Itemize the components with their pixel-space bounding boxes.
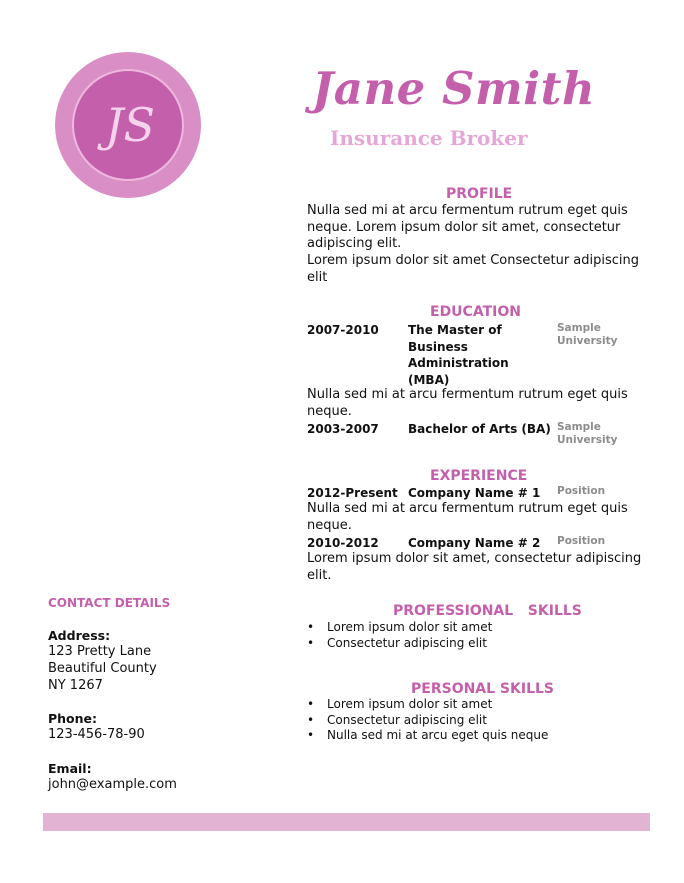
- professional-skills-list: [307, 620, 492, 651]
- education-years: 2007-2010: [307, 323, 379, 337]
- personal-skills-list: [307, 697, 548, 744]
- profile-paragraph-2: Lorem ipsum dolor sit amet Consectetur adipiscing elit: [307, 253, 640, 285]
- experience-company: Company Name # 2: [408, 536, 541, 550]
- monogram-badge: [55, 52, 201, 198]
- education-school: Sample University: [557, 421, 618, 446]
- address-line: 123 Pretty Lane: [48, 644, 152, 659]
- candidate-role: Insurance Broker: [330, 126, 528, 150]
- education-school: Sample University: [557, 322, 618, 347]
- experience-heading: EXPERIENCE: [430, 468, 528, 484]
- list-item: • Consectetur adipiscing elit: [307, 636, 492, 652]
- candidate-name: Jane Smith: [312, 62, 596, 115]
- education-heading: EDUCATION: [430, 304, 521, 320]
- contact-heading: CONTACT DETAILS: [48, 596, 171, 610]
- monogram-initials: JS: [105, 98, 155, 152]
- education-years: 2003-2007: [307, 422, 379, 436]
- list-item: • Lorem ipsum dolor sit amet: [307, 620, 492, 636]
- phone-number: 123-456-78-90: [48, 727, 145, 742]
- professional-skills-heading: PROFESSIONAL SKILLS: [393, 603, 582, 619]
- experience-company: Company Name # 1: [408, 486, 541, 500]
- experience-description: Nulla sed mi at arcu fermentum rutrum eget quis neque.: [307, 501, 628, 533]
- list-item: • Lorem ipsum dolor sit amet: [307, 697, 548, 713]
- email-label: Email:: [48, 761, 92, 776]
- address-line: Beautiful County: [48, 661, 157, 676]
- education-degree: The Master of Business Administration (MBA): [408, 323, 509, 387]
- list-item: • Nulla sed mi at arcu eget quis neque: [307, 728, 548, 744]
- education-description: Nulla sed mi at arcu fermentum rutrum eget quis neque.: [307, 387, 628, 419]
- email-address[interactable]: john@example.com: [48, 777, 177, 792]
- experience-years: 2010-2012: [307, 536, 379, 550]
- profile-paragraph-1: Nulla sed mi at arcu fermentum rutrum eget quis neque. Lorem ipsum dolor sit amet, consectetur adipiscing elit.: [307, 203, 628, 251]
- footer-bar: [43, 813, 650, 831]
- monogram-inner-circle: [72, 69, 184, 181]
- list-item: • Consectetur adipiscing elit: [307, 713, 548, 729]
- experience-position: Position: [557, 535, 606, 547]
- experience-years: 2012-Present: [307, 486, 398, 500]
- education-degree: Bachelor of Arts (BA): [408, 422, 551, 436]
- personal-skills-heading: PERSONAL SKILLS: [411, 681, 555, 697]
- experience-position: Position: [557, 485, 606, 497]
- address-line: NY 1267: [48, 678, 103, 693]
- profile-heading: PROFILE: [446, 186, 513, 202]
- address-label: Address:: [48, 628, 111, 643]
- phone-label: Phone:: [48, 711, 98, 726]
- experience-description: Lorem ipsum dolor sit amet, consectetur adipiscing elit.: [307, 551, 642, 583]
